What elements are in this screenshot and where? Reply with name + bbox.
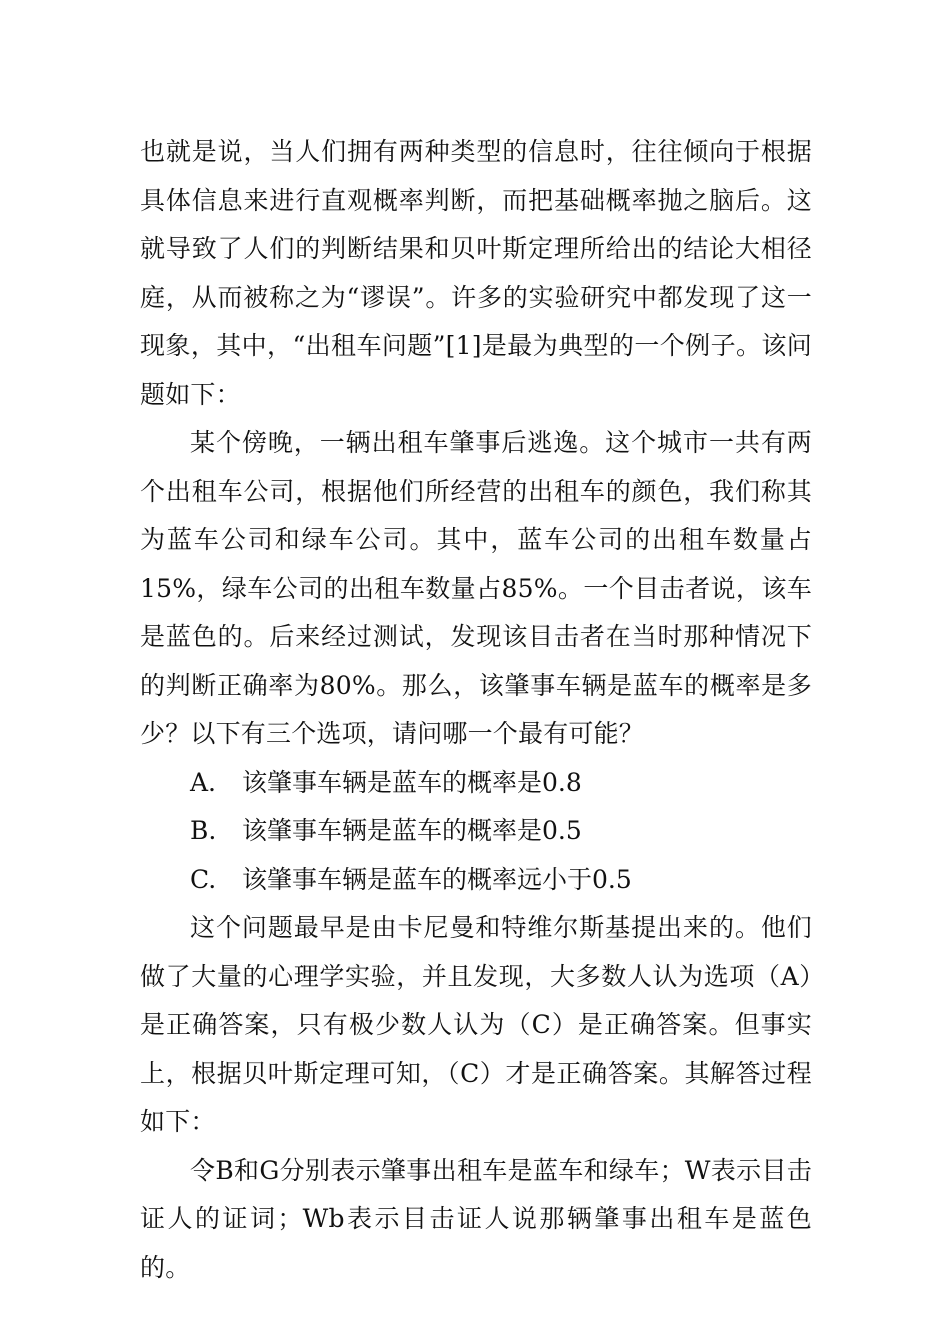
document-page (140, 128, 812, 1292)
paragraph-taxi-problem: 某个傍晚，一辆出租车肇事后逃逸。这个城市一共有两个出租车公司，根据他们所经营的出租车的颜色，我们称其为蓝车公司和绿车公司。其中，蓝车公司的出租车数量占15%，绿车公司的出租车数量占85%。一个目击者说，该车是蓝色的。后来经过测试，发现该目击者在当时那种情况下的判断正确率为80%。那么，该肇事车辆是蓝车的概率是多少？以下有三个选项，请问哪一个最有可能？ (140, 428, 812, 748)
option-label: A. (190, 767, 217, 797)
option-list (140, 759, 812, 905)
option-label: C. (190, 864, 217, 894)
paragraph-intro: 也就是说，当人们拥有两种类型的信息时，往往倾向于根据具体信息来进行直观概率判断，而把基础概率抛之脑后。这就导致了人们的判断结果和贝叶斯定理所给出的结论大相径庭，从而被称之为“谬误”。许多的实验研究中都发现了这一现象，其中，“出租车问题”[1]是最为典型的一个例子。该问题如下： (140, 137, 812, 409)
paragraph-experiment: 这个问题最早是由卡尼曼和特维尔斯基提出来的。他们做了大量的心理学实验，并且发现，大多数人认为选项（A）是正确答案，只有极少数人认为（C）是正确答案。但事实上，根据贝叶斯定理可知，（C）才是正确答案。其解答过程如下： (140, 913, 812, 1136)
option-text: 该肇事车辆是蓝车的概率是0.5 (242, 816, 582, 845)
paragraph-notation: 令B和G分别表示肇事出租车是蓝车和绿车；W表示目击证人的证词；Wb表示目击证人说那辆肇事出租车是蓝色的。 (140, 1155, 812, 1282)
option-item-c (140, 856, 812, 905)
option-text: 该肇事车辆是蓝车的概率是0.8 (242, 767, 582, 797)
option-item-a (140, 759, 812, 808)
option-item-b (140, 807, 812, 856)
option-text: 该肇事车辆是蓝车的概率远小于0.5 (242, 864, 632, 894)
option-label: B. (190, 816, 217, 845)
